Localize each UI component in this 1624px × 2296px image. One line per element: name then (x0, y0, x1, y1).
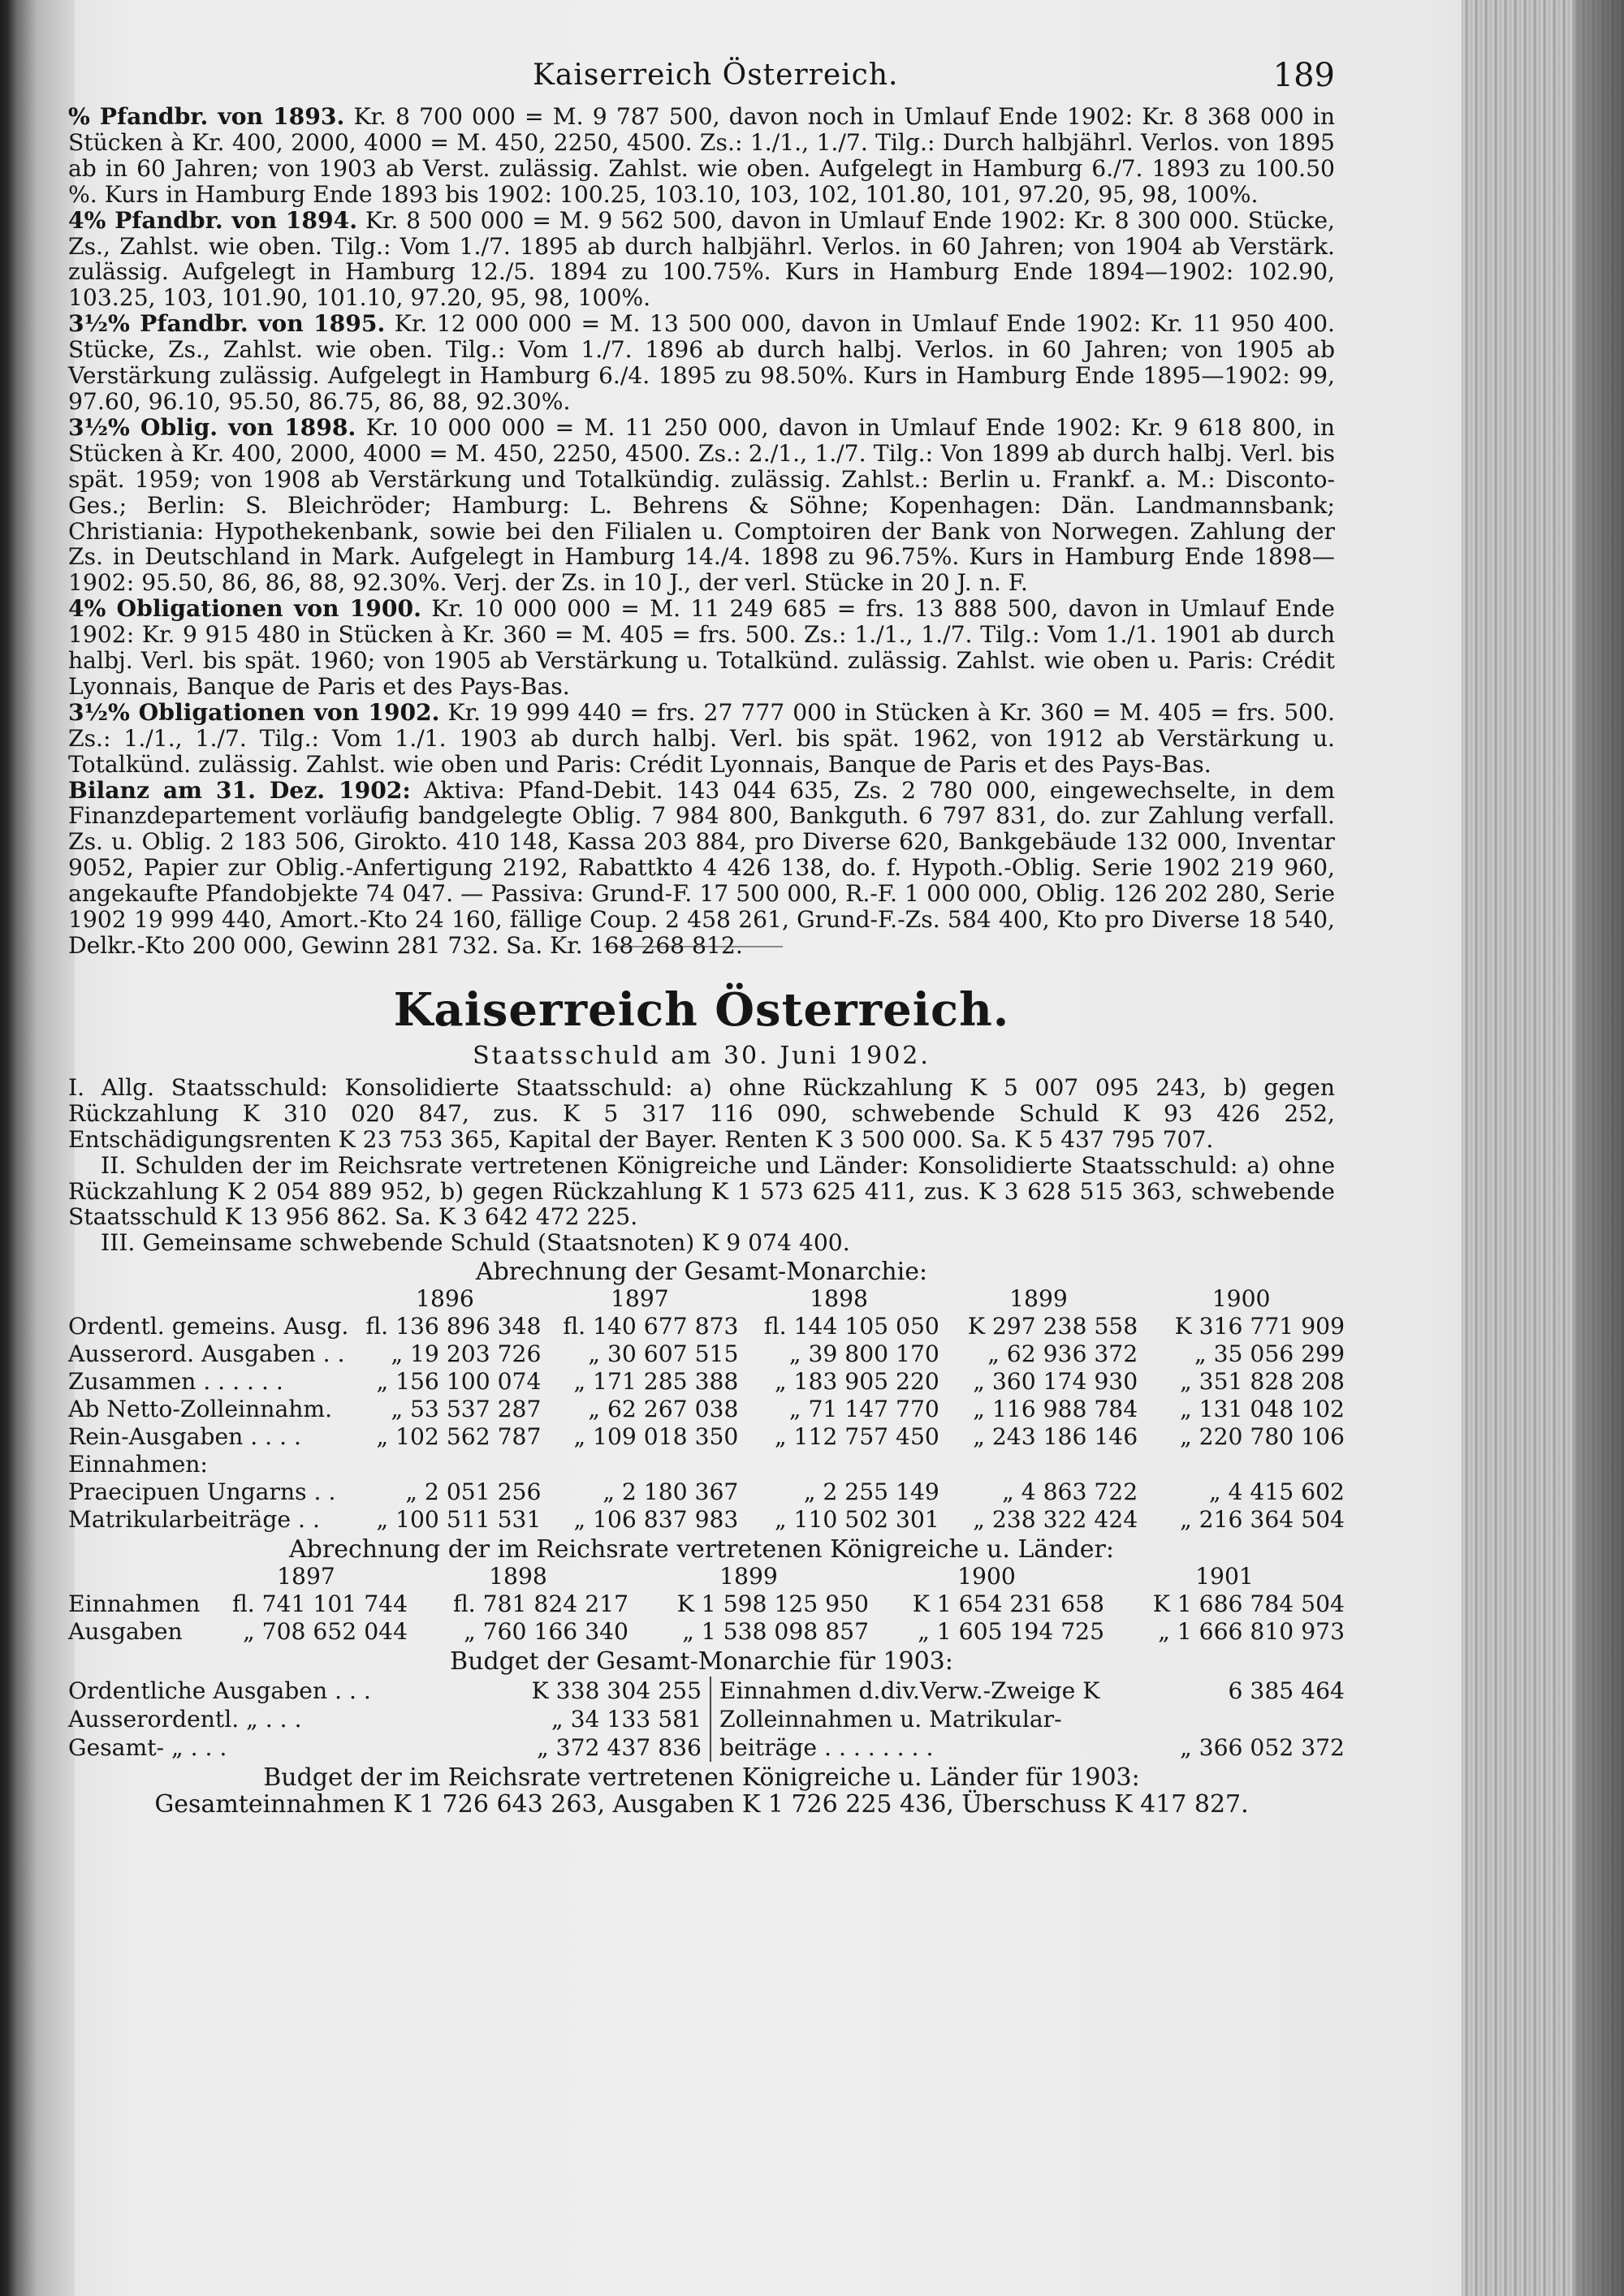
right-binding-shadow (1575, 0, 1624, 2296)
table-header-row (68, 1563, 1345, 1590)
table-cell: „ 708 652 044 (243, 1618, 408, 1646)
table-cell: K 316 771 909 (1174, 1313, 1345, 1340)
entry-pfandbr-1893 (68, 104, 1335, 208)
table-row (68, 1451, 1345, 1478)
budget2-caption: Budget der im Reichsrate vertretenen Königreiche u. Länder für 1903: (263, 1763, 1140, 1793)
entry-text: Kr. 10 000 000 = M. 11 250 000, davon in Umlauf Ende 1902: Kr. 9 618 800, in Stücken à Kr. 400, 2000, 4000 = M. 450, 2250, 4500. Zs.: 2./1., 1./7. Tilg.: Von 1899 ab durch halbj. Verl. bis spät. 1959; von 1908 ab Verstärkung und Totalkündig. zulässig. Zahlst.: Berlin u. Frankf. a. M.: Disconto-Ges.; Berlin: S. Bleichröder; Hamburg: L. Behrens & Söhne; Kopenhagen: Dän. Landmannsbank; Christiania: Hypothekenbank, sowie bei den Filialen u. Comptoiren der Bank von Norwegen. Zahlung der Zs. in Deutschland in Mark. Aufgelegt in Hamburg 14./4. 1898 zu 96.75%. Kurs in Hamburg Ende 1898—1902: 95.50, 86, 86, 88, 92.30%. Verj. der Zs. in 10 J., der verl. Stücke in 20 J. n. F. (68, 413, 1335, 597)
entry-pfandbr-1894 (68, 208, 1335, 312)
budget-caption: Budget der Gesamt-Monarchie für 1903: (450, 1647, 953, 1677)
page-number: 189 (1272, 57, 1335, 94)
table-row (68, 1618, 1345, 1646)
year-cell: 1896 (416, 1285, 474, 1313)
budget-expenses (68, 1677, 711, 1762)
entry-heading: 3½% Obligationen von 1902. (68, 698, 440, 726)
table-cell: fl. 144 105 050 (763, 1313, 939, 1340)
table-body (68, 1313, 1345, 1534)
table-cell: „ 4 863 722 (1002, 1478, 1138, 1506)
table-cell: „ 106 837 983 (573, 1506, 739, 1534)
budget2-line: Gesamteinnahmen K 1 726 643 263, Ausgaben K 1 726 225 436, Überschuss K 417 827. (154, 1790, 1249, 1819)
table-row (68, 1368, 1345, 1396)
table-koenigreiche (68, 1563, 1345, 1646)
entry-heading: Bilanz am 31. Dez. 1902: (68, 776, 411, 804)
running-header (68, 52, 1335, 104)
budget-line: Ordentliche Ausgaben . . . K 338 304 255 (68, 1677, 702, 1705)
section-title: Kaiserreich Österreich. (393, 982, 1010, 1037)
debt-paragraph-1: I. Allg. Staatsschuld: Konsolidierte Staatsschuld: a) ohne Rückzahlung K 5 007 095 243, b) gegen Rückzahlung K 310 020 847, zus. K 5 317 116 090, schwebende Schuld K 93 426 252, Entschädigungsrenten K 23 753 365, Kapital der Bayer. Renten K 3 500 000. Sa. K 5 437 795 707. (68, 1073, 1335, 1153)
table-cell: „ 171 285 388 (573, 1368, 739, 1396)
entry-text: Kr. 10 000 000 = M. 11 249 685 = frs. 13 888 500, davon in Umlauf Ende 1902: Kr. 9 915 480 in Stücken à Kr. 360 = M. 405 = frs. 500. Zs.: 1./1., 1./7. Tilg.: Vom 1./1. 1901 ab durch halbj. Verl. bis spät. 1960; von 1905 ab Verstärkung u. Totalkünd. zulässig. Zahlst. wie oben u. Paris: Crédit Lyonnais, Banque de Paris et des Pays-Bas. (68, 595, 1335, 700)
table-cell: „ 238 322 424 (973, 1506, 1138, 1534)
table-cell: „ 1 605 194 725 (918, 1618, 1104, 1646)
row-label: Ausgaben (68, 1618, 183, 1646)
table-cell: K 1 598 125 950 (676, 1590, 869, 1618)
table-row (68, 1423, 1345, 1451)
year-cell: 1898 (489, 1563, 547, 1590)
table-cell: „ 156 100 074 (376, 1368, 542, 1396)
table-cell: „ 100 511 531 (376, 1506, 542, 1534)
table-cell: „ 39 800 170 (788, 1340, 939, 1368)
row-label: Ordentl. gemeins. Ausg. (68, 1313, 349, 1340)
row-label: Praecipuen Ungarns . . (68, 1478, 336, 1506)
table-cell: fl. 136 896 348 (365, 1313, 542, 1340)
budget-line: Einnahmen d.div.Verw.-Zweige K 6 385 464 (719, 1677, 1345, 1705)
table-row (68, 1396, 1345, 1423)
left-page-shadow (0, 0, 75, 2296)
table-cell: K 297 238 558 (967, 1313, 1138, 1340)
table-cell: „ 216 364 504 (1180, 1506, 1345, 1534)
entry-heading: 4% Obligationen von 1900. (68, 595, 421, 623)
entry-text: Aktiva: Pfand-Debit. 143 044 635, Zs. 2 780 000, eingewechselte, in dem Finanzdepartement vorläufig bandgelegte Oblig. 7 984 800, Bankguth. 6 797 831, do. zur Zahlung verfall. Zs. u. Oblig. 2 183 506, Girokto. 410 148, Kassa 203 884, pro Diverse 620, Bankgebäude 132 000, Inventar 9052, Papier zur Oblig.-Anfertigung 2192, Rabattkto 4 426 138, do. f. Hypoth.-Oblig. Serie 1902 219 960, angekaufte Pfandobjekte 74 047. — Passiva: Grund-F. 17 500 000, R.-F. 1 000 000, Oblig. 126 202 280, Serie 1902 19 999 440, Amort.-Kto 24 160, fällige Coup. 2 458 261, Grund-F.-Zs. 584 400, Kto pro Diverse 18 540, Delkr.-Kto 200 000, Gewinn 281 732. Sa. Kr. 168 268 812. (68, 776, 1335, 959)
running-title: Kaiserreich Österreich. (533, 58, 899, 92)
table-cell: „ 2 180 367 (603, 1478, 739, 1506)
table-cell: „ 62 267 038 (588, 1396, 739, 1423)
table-cell: „ 112 757 450 (774, 1423, 939, 1451)
budget-line: Gesamt- „ . . . „ 372 437 836 (68, 1734, 702, 1762)
table-cell: „ 116 988 784 (973, 1396, 1138, 1423)
debt-paragraph-2: II. Schulden der im Reichsrate vertretenen Königreiche und Länder: Konsolidierte Staatsschuld: a) ohne Rückzahlung K 2 054 889 952, b) gegen Rückzahlung K 1 573 625 411, zus. K 3 628 515 363, schwebende Staatsschuld K 13 956 862. Sa. K 3 642 472 225. (68, 1151, 1335, 1231)
row-label: Rein-Ausgaben . . . . (68, 1423, 301, 1451)
table-row (68, 1590, 1345, 1618)
table2-caption: Abrechnung der im Reichsrate vertretenen Königreiche u. Länder: (289, 1535, 1114, 1564)
year-cell: 1900 (957, 1563, 1016, 1590)
table-cell (939, 1451, 1138, 1478)
table-cell: „ 53 537 287 (391, 1396, 542, 1423)
table-cell: „ 19 203 726 (391, 1340, 542, 1368)
table-cell: „ 109 018 350 (573, 1423, 739, 1451)
table-cell: „ 183 905 220 (774, 1368, 939, 1396)
table-cell: „ 4 415 602 (1208, 1478, 1345, 1506)
table-row (68, 1313, 1345, 1340)
entry-heading: 4% Pfandbr. von 1894. (68, 206, 358, 234)
row-label: Einnahmen (68, 1590, 201, 1618)
entry-text: Kr. 8 500 000 = M. 9 562 500, davon in Umlauf Ende 1902: Kr. 8 300 000. Stücke, Zs., Zahlst. wie oben. Tilg.: Vom 1./7. 1895 ab durch halbjährl. Verlos. in 60 Jahren; von 1904 ab Verstärk. zulässig. Aufgelegt in Hamburg 12./5. 1894 zu 100.75%. Kurs in Hamburg Ende 1894—1902: 102.90, 103.25, 103, 101.90, 101.10, 97.20, 95, 98, 100%. (68, 206, 1335, 312)
table-cell: K 1 686 784 504 (1152, 1590, 1345, 1618)
table-body (68, 1590, 1345, 1646)
table-row (68, 1340, 1345, 1368)
entry-oblig-1898 (68, 415, 1335, 596)
table-cell (738, 1451, 939, 1478)
table-cell: „ 131 048 102 (1180, 1396, 1345, 1423)
row-label: Zusammen . . . . . . (68, 1368, 283, 1396)
table-cell: „ 71 147 770 (788, 1396, 939, 1423)
year-cell: 1897 (277, 1563, 335, 1590)
table-row (68, 1478, 1345, 1506)
table-cell: „ 360 174 930 (973, 1368, 1138, 1396)
table-cell: fl. 741 101 744 (231, 1590, 408, 1618)
year-cell: 1900 (1212, 1285, 1271, 1313)
table-cell (541, 1451, 738, 1478)
table-cell: „ 35 056 299 (1194, 1340, 1345, 1368)
table-cell (1138, 1451, 1345, 1478)
table-header-row (68, 1285, 1345, 1313)
row-label: Matrikularbeiträge . . (68, 1506, 320, 1534)
table-cell: „ 760 166 340 (464, 1618, 628, 1646)
table-row (68, 1506, 1345, 1534)
entry-heading: 3½% Pfandbr. von 1895. (68, 310, 386, 338)
budget-block (68, 1677, 1345, 1762)
table-gesamt-monarchie (68, 1285, 1345, 1534)
table-cell: „ 1 538 098 857 (682, 1618, 869, 1646)
entry-text: Kr. 8 700 000 = M. 9 787 500, davon noch in Umlauf Ende 1902: Kr. 8 368 000 in Stücken à Kr. 400, 2000, 4000 = M. 450, 2250, 4500. Zs.: 1./1., 1./7. Tilg.: Durch halbjährl. Verlos. von 1895 ab in 60 Jahren; von 1903 ab Verst. zulässig. Zahlst. wie oben. Aufgelegt in Hamburg 6./7. 1893 zu 100.50 %. Kurs in Hamburg Ende 1893 bis 1902: 100.25, 103.10, 103, 102, 101.80, 101, 97.20, 95, 98, 100%. (68, 103, 1335, 208)
budget-line: Zolleinnahmen u. Matrikular- (719, 1706, 1062, 1733)
year-cell: 1899 (719, 1563, 778, 1590)
debt-paragraph-3: III. Gemeinsame schwebende Schuld (Staatsnoten) K 9 074 400. (101, 1229, 850, 1257)
year-cell: 1901 (1195, 1563, 1254, 1590)
entry-pfandbr-1895 (68, 311, 1335, 415)
entry-oblig-1900 (68, 596, 1335, 700)
row-label: Ab Netto-Zolleinnahm. (68, 1396, 333, 1423)
budget-income (711, 1677, 1345, 1762)
entry-bilanz (68, 778, 1335, 959)
table-cell: „ 243 186 146 (973, 1423, 1138, 1451)
entry-heading: % Pfandbr. von 1893. (68, 103, 345, 130)
row-label: Ausserord. Ausgaben . . (68, 1340, 345, 1368)
entry-text: Kr. 12 000 000 = M. 13 500 000, davon in Umlauf Ende 1902: Kr. 11 950 400. Stücke, Zs., Zahlst. wie oben. Tilg.: Vom 1./7. 1896 ab durch halbj. Verlos. in 60 Jahren; von 1905 ab Verstärkung zulässig. Aufgelegt in Hamburg 6./4. 1895 zu 98.50%. Kurs in Hamburg Ende 1895—1902: 99, 97.60, 96.10, 95.50, 86.75, 86, 88, 92.30%. (68, 310, 1336, 415)
budget-line: beiträge . . . . . . . . „ 366 052 372 (719, 1734, 1345, 1762)
entry-oblig-1902 (68, 700, 1335, 778)
year-cell: 1899 (1009, 1285, 1068, 1313)
table-cell: „ 102 562 787 (376, 1423, 542, 1451)
table-cell: „ 62 936 372 (987, 1340, 1138, 1368)
year-cell: 1898 (810, 1285, 868, 1313)
table-cell: „ 110 502 301 (774, 1506, 939, 1534)
table-cell: „ 2 255 149 (803, 1478, 939, 1506)
table-cell: fl. 140 677 873 (563, 1313, 739, 1340)
year-cell: 1897 (611, 1285, 669, 1313)
table-cell: „ 351 828 208 (1180, 1368, 1345, 1396)
table-cell (348, 1451, 541, 1478)
section-subtitle: Staatsschuld am 30. Juni 1902. (473, 1041, 931, 1070)
table1-caption: Abrechnung der Gesamt-Monarchie: (475, 1258, 928, 1287)
budget-line: Ausserordentl. „ . . . „ 34 133 581 (68, 1706, 702, 1733)
row-label: Einnahmen: (68, 1451, 208, 1478)
table-cell: „ 220 780 106 (1180, 1423, 1345, 1451)
table-cell: „ 30 607 515 (588, 1340, 739, 1368)
table-cell: „ 1 666 810 973 (1158, 1618, 1345, 1646)
page-content (68, 52, 1345, 1819)
entry-text: Kr. 19 999 440 = frs. 27 777 000 in Stücken à Kr. 360 = M. 405 = frs. 500. Zs.: 1./1., 1./7. Tilg.: Vom 1./1. 1903 ab durch halbj. Verl. bis spät. 1962, von 1912 ab Verstärkung u. Totalkünd. zulässig. Zahlst. wie oben und Paris: Crédit Lyonnais, Banque de Paris et des Pays-Bas. (68, 698, 1336, 778)
table-cell: fl. 781 824 217 (452, 1590, 628, 1618)
table-cell: „ 2 051 256 (405, 1478, 542, 1506)
entry-heading: 3½% Oblig. von 1898. (68, 413, 356, 441)
table-cell: K 1 654 231 658 (912, 1590, 1104, 1618)
